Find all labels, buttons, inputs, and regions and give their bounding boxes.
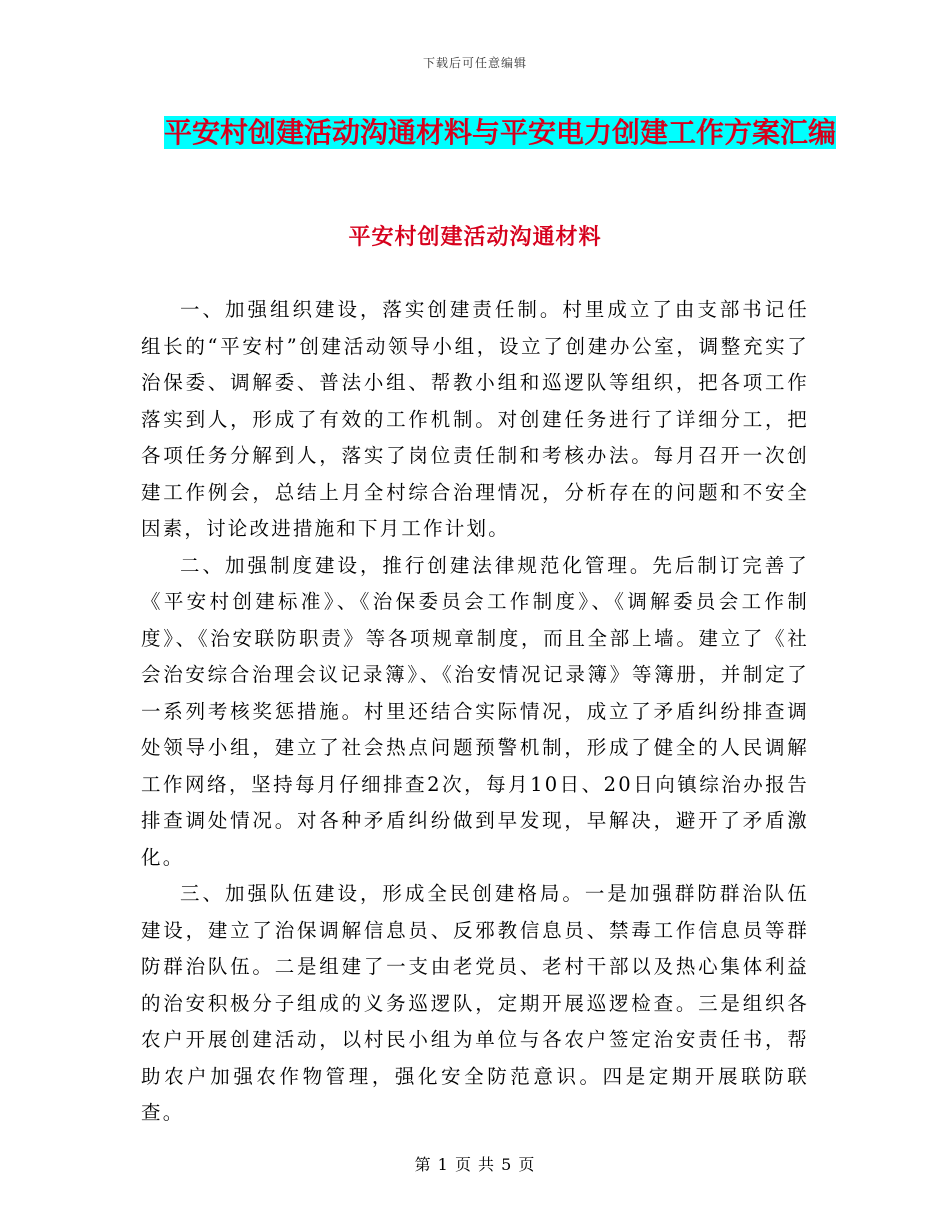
paragraph: 三、加强队伍建设，形成全民创建格局。一是加强群防群治队伍建设，建立了治保调解信息员、反邪教信息员、禁毒工作信息员等群防群治队伍。二是组建了一支由老党员、老村干部以及热心集体利益的治安积极分子组成的义务巡逻队，定期开展巡逻检查。三是组织各农户开展创建活动，以村民小组为单位与各农户签定治安责任书，帮助农户加强农作物管理，强化安全防范意识。四是定期开展联防联查。 (141, 882, 809, 1124)
document-title-text: 平安村创建活动沟通材料与平安电力创建工作方案汇编 (163, 116, 836, 149)
page-footer: 第 1 页 共 5 页 (414, 1155, 536, 1174)
paragraph: 二、加强制度建设，推行创建法律规范化管理。先后制订完善了《平安村创建标准》、《治保委员会工作制度》、《调解委员会工作制度》、《治安联防职责》等各项规章制度，而且全部上墙。建立了《社会治安综合治理会议记录簿》、《治安情况记录簿》等簿册，并制定了一系列考核奖惩措施。村里还结合实际情况，成立了矛盾纠纷排查调处领导小组，建立了社会热点问题预警机制，形成了健全的人民调解工作网络，坚持每月仔细排查2次，每月10日、20日向镇综治办报告排查调处情况。对各种矛盾纠纷做到早发现，早解决，避开了矛盾激化。 (141, 553, 809, 869)
document-title (150, 110, 850, 156)
paragraph: 一、加强组织建设，落实创建责任制。村里成立了由支部书记任组长的“平安村”创建活动领导小组，设立了创建办公室，调整充实了治保委、调解委、普法小组、帮教小组和巡逻队等组织，把各项工作落实到人，形成了有效的工作机制。对创建任务进行了详细分工，把各项任务分解到人，落实了岗位责任制和考核办法。每月召开一次创建工作例会，总结上月全村综合治理情况，分析存在的问题和不安全因素，讨论改进措施和下月工作计划。 (141, 298, 809, 540)
body-text (141, 292, 809, 1132)
section-title: 平安村创建活动沟通材料 (348, 224, 602, 250)
header-note: 下载后可任意编辑 (422, 56, 527, 70)
